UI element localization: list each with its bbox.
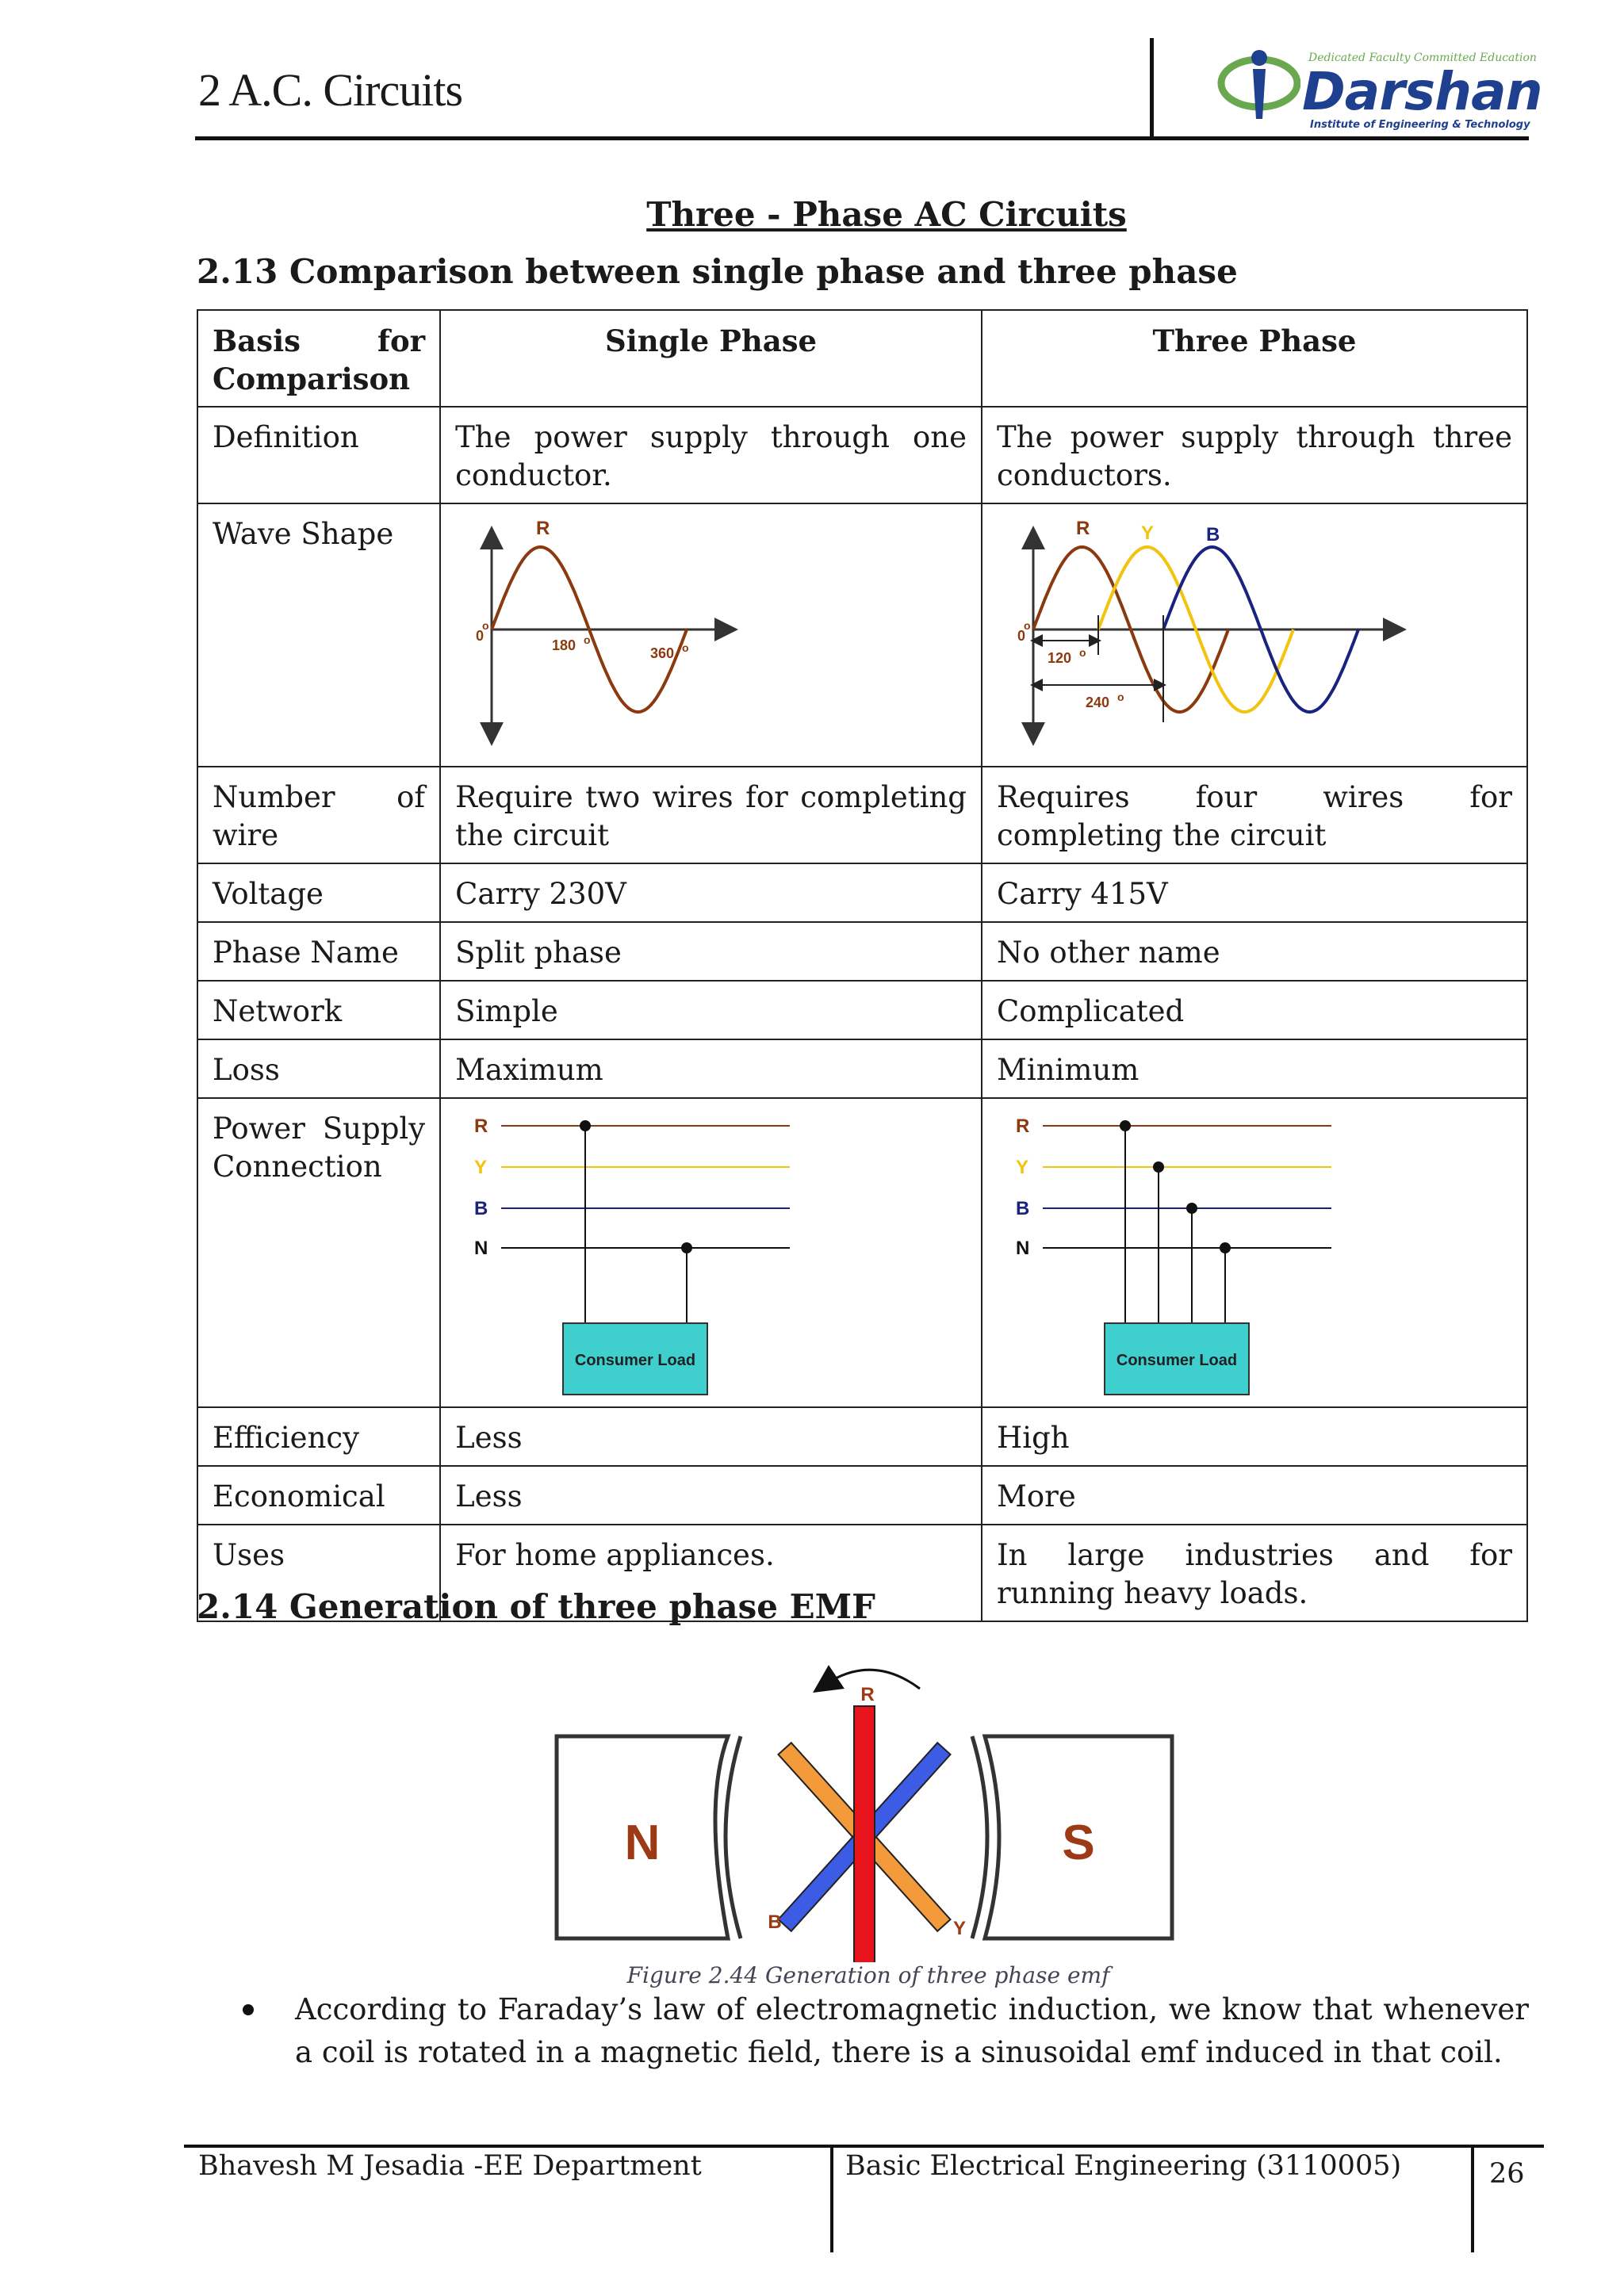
cell-basis: Loss bbox=[197, 1039, 440, 1098]
wave-180-label: 180 bbox=[552, 637, 576, 653]
cell-single: Carry 230V bbox=[440, 863, 982, 922]
supply-label-b: B bbox=[474, 1198, 488, 1219]
svg-text:o: o bbox=[1116, 691, 1124, 703]
cell-three: The power supply through three conductors. bbox=[982, 407, 1527, 503]
wave-label-y: Y bbox=[1140, 522, 1154, 544]
table-row bbox=[197, 981, 1527, 1039]
supply-label-y: Y bbox=[1015, 1157, 1028, 1178]
cell-basis: Voltage bbox=[197, 863, 440, 922]
supply-label-r: R bbox=[474, 1115, 488, 1137]
wave-360-label: 360 bbox=[650, 645, 675, 661]
main-heading: Three - Phase AC Circuits bbox=[646, 195, 1127, 234]
figure-caption: Figure 2.44 Generation of three phase emf bbox=[626, 1962, 1110, 1988]
single-phase-waveform bbox=[441, 504, 980, 756]
table-row bbox=[197, 503, 1527, 767]
south-label: S bbox=[1062, 1816, 1095, 1870]
wave-label-r: R bbox=[536, 518, 550, 539]
cell-basis: Efficiency bbox=[197, 1407, 440, 1466]
cell-single: Maximum bbox=[440, 1039, 982, 1098]
cell-basis: Network bbox=[197, 981, 440, 1039]
logo-subtitle: Institute of Engineering & Technology bbox=[1310, 119, 1530, 131]
cell-single-wave bbox=[440, 503, 982, 767]
wave-label-r: R bbox=[1075, 518, 1090, 539]
header-divider bbox=[1150, 38, 1154, 139]
wave-120-label: 120 bbox=[1047, 650, 1072, 666]
wave-240-label: 240 bbox=[1085, 695, 1110, 710]
table-row bbox=[197, 863, 1527, 922]
svg-text:o: o bbox=[584, 633, 591, 646]
cell-three: Complicated bbox=[982, 981, 1527, 1039]
cell-basis: Phase Name bbox=[197, 922, 440, 981]
section-heading: 2.14 Generation of three phase EMF bbox=[197, 1587, 875, 1626]
footer-rule bbox=[184, 2145, 1544, 2148]
table-row bbox=[197, 1039, 1527, 1098]
coil-r bbox=[854, 1706, 875, 1962]
consumer-load-label: Consumer Load bbox=[1116, 1352, 1238, 1369]
comparison-table bbox=[197, 309, 1528, 1622]
header-three-phase: Three Phase bbox=[982, 310, 1527, 407]
coil-label-r: R bbox=[860, 1684, 875, 1705]
bullet-text: According to Faraday’s law of electromagnetic induction, we know that whenever a coil is rotated in a magnetic field, there is a sinusoidal emf induced in that coil. bbox=[295, 1992, 1529, 2069]
north-label: N bbox=[624, 1816, 661, 1870]
section-heading: 2.13 Comparison between single phase and three phase bbox=[197, 252, 1238, 291]
table-row bbox=[197, 1466, 1527, 1525]
wave-origin: 0 bbox=[1017, 628, 1025, 644]
three-phase-supply-diagram bbox=[982, 1099, 1526, 1397]
cell-basis: Economical bbox=[197, 1466, 440, 1525]
header-single-phase: Single Phase bbox=[440, 310, 982, 407]
cell-basis: Power Supply Connection bbox=[197, 1098, 440, 1407]
cell-three: No other name bbox=[982, 922, 1527, 981]
cell-basis: Number of wire bbox=[197, 767, 440, 863]
cell-single: The power supply through one conductor. bbox=[440, 407, 982, 503]
cell-three-supply bbox=[982, 1098, 1527, 1407]
svg-text:o: o bbox=[682, 641, 689, 654]
cell-three: High bbox=[982, 1407, 1527, 1466]
three-phase-waveform bbox=[982, 504, 1526, 756]
cell-single: For home appliances. bbox=[440, 1525, 982, 1621]
footer-divider bbox=[830, 2145, 833, 2252]
darshan-logo bbox=[1213, 44, 1542, 131]
table-row bbox=[197, 407, 1527, 503]
wave-label-b: B bbox=[1205, 524, 1220, 545]
page-number: 26 bbox=[1489, 2158, 1525, 2190]
footer-divider bbox=[1471, 2145, 1474, 2252]
table-row bbox=[197, 922, 1527, 981]
coil-label-b: B bbox=[768, 1911, 782, 1933]
table-row bbox=[197, 1407, 1527, 1466]
cell-single: Require two wires for completing the circuit bbox=[440, 767, 982, 863]
coil-label-y: Y bbox=[952, 1918, 967, 1939]
cell-basis: Wave Shape bbox=[197, 503, 440, 767]
supply-label-y: Y bbox=[474, 1157, 488, 1178]
table-row bbox=[197, 1098, 1527, 1407]
cell-three: More bbox=[982, 1466, 1527, 1525]
cell-three: Minimum bbox=[982, 1039, 1527, 1098]
table-row bbox=[197, 767, 1527, 863]
svg-text:o: o bbox=[1078, 646, 1086, 659]
footer-course: Basic Electrical Engineering (3110005) bbox=[845, 2150, 1402, 2182]
logo-tagline: Dedicated Faculty Committed Education bbox=[1308, 52, 1537, 64]
svg-text:o: o bbox=[1023, 619, 1031, 632]
single-phase-supply-diagram bbox=[441, 1099, 980, 1397]
footer-author: Bhavesh M Jesadia -EE Department bbox=[198, 2150, 702, 2182]
consumer-load-label: Consumer Load bbox=[575, 1352, 696, 1369]
svg-text:o: o bbox=[482, 619, 489, 632]
cell-single: Split phase bbox=[440, 922, 982, 981]
cell-three: Requires four wires for completing the circuit bbox=[982, 767, 1527, 863]
cell-single: Less bbox=[440, 1466, 982, 1525]
cell-single: Less bbox=[440, 1407, 982, 1466]
cell-three-wave bbox=[982, 503, 1527, 767]
cell-single: Simple bbox=[440, 981, 982, 1039]
table-header-row bbox=[197, 310, 1527, 407]
header-basis: Basis for Comparison bbox=[197, 310, 440, 407]
bullet-icon bbox=[243, 2004, 254, 2015]
three-phase-generator-figure bbox=[547, 1645, 1182, 1962]
cell-single-supply bbox=[440, 1098, 982, 1407]
cell-basis: Definition bbox=[197, 407, 440, 503]
logo-name: Darshan bbox=[1302, 61, 1542, 122]
supply-label-b: B bbox=[1015, 1198, 1030, 1219]
cell-three: Carry 415V bbox=[982, 863, 1527, 922]
supply-label-n: N bbox=[474, 1238, 488, 1259]
header-rule bbox=[195, 136, 1529, 140]
supply-label-r: R bbox=[1015, 1115, 1030, 1137]
logo-emblem-icon bbox=[1213, 44, 1300, 131]
chapter-title: 2 A.C. Circuits bbox=[198, 64, 463, 116]
wave-origin: 0 bbox=[476, 628, 485, 644]
supply-label-n: N bbox=[1015, 1238, 1030, 1259]
cell-three: In large industries and for running heavy loads. bbox=[982, 1525, 1527, 1621]
cell-basis: Uses bbox=[197, 1525, 440, 1621]
